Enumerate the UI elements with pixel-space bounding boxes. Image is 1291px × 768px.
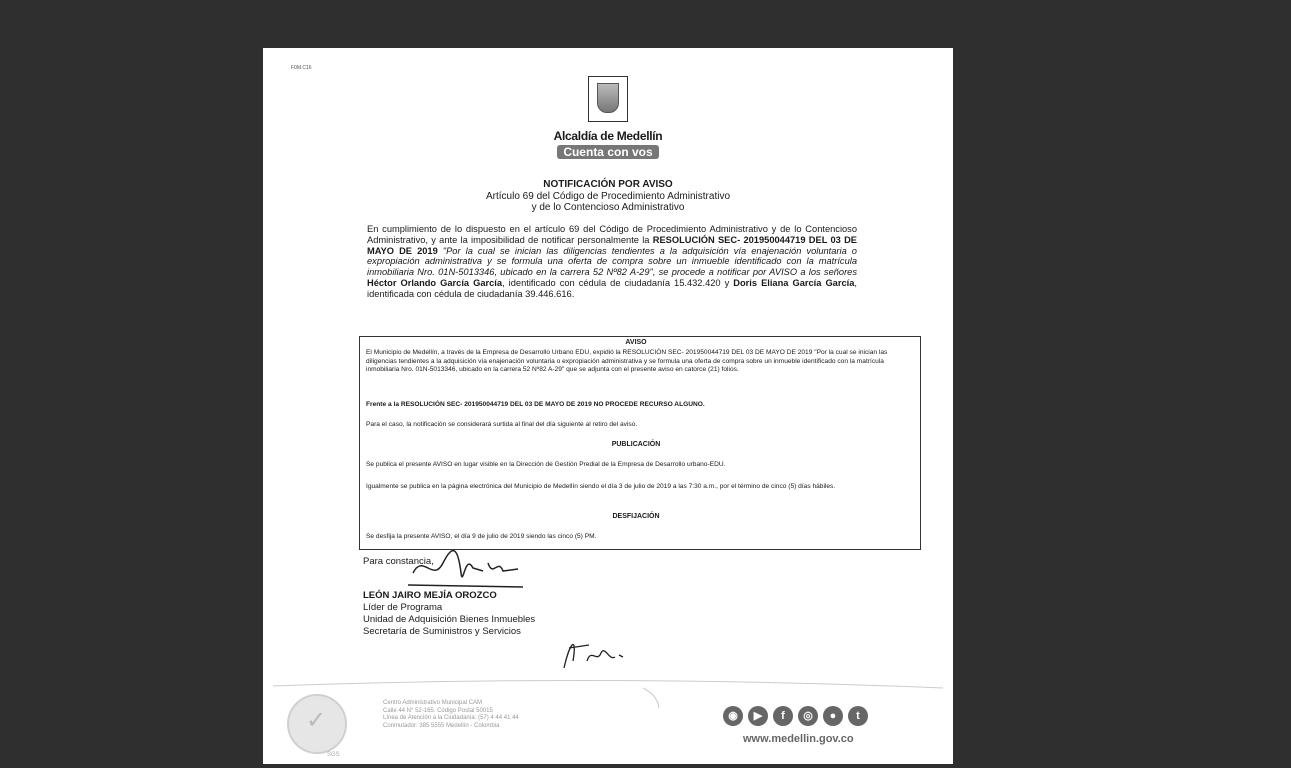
person-2: Doris Eliana García García <box>733 277 855 288</box>
signer-role: Líder de Programa <box>363 602 443 613</box>
notification-text: Para el caso, la notificación se considerará surtida al final del día siguiente al retiro del aviso. <box>366 421 638 428</box>
document-code: F0M.C16 <box>291 65 312 71</box>
coat-of-arms-icon <box>588 76 628 122</box>
desfijacion-title: DESFIJACIÓN <box>612 513 660 520</box>
recurso-text: Frente a la RESOLUCIÓN SEC- 201950044719 DEL 03 DE MAYO DE 2019 NO PROCEDE RECURSO ALGUNO. <box>366 401 705 408</box>
signer-name: LEÓN JAIRO MEJÍA OROZCO <box>363 590 497 601</box>
social-icons <box>723 706 873 726</box>
signer-unit: Unidad de Adquisición Bienes Inmuebles <box>363 614 536 625</box>
signer-secretaria: Secretaría de Suministros y Servicios <box>363 626 521 637</box>
youtube-icon[interactable]: ▶ <box>748 706 768 726</box>
intro-text-1: En cumplimiento de lo dispuesto en el artículo 69 del Código de Procedimiento Administrativo y de lo Contencioso Administrativo, y ante la imposibilidad de notificar personalmente la <box>367 224 857 245</box>
document-page <box>263 48 953 764</box>
resolution-ref: RESOLUCIÓN SEC- 201950044719 DEL 03 DE MAYO DE 2019 <box>367 234 857 256</box>
intro-text-2: "Por la cual se inician las diligencias tendientes a la adquisición vía enajenación voluntaria o expropiación administrativa y se formula una oferta de compra sobre un inmueble identificado con la matrícula inmobiliaria Nro. 01N-5013346, ubicado en la carrera 52 Nº82 A-29", se procede a notificar por AVISO a los señores <box>367 245 857 278</box>
initials-signature-image <box>559 633 629 673</box>
flickr-icon[interactable]: ● <box>823 706 843 726</box>
signature-block <box>363 556 535 638</box>
address-line-4: Conmutador: 385 5555 Medellín - Colombia <box>383 722 500 729</box>
org-name: Alcaldía de Medellín <box>553 129 663 143</box>
publication-title: PUBLICACIÓN <box>611 441 661 448</box>
footer-address <box>383 700 603 730</box>
signature-spacer <box>363 568 535 590</box>
org-tagline: Cuenta con vos <box>557 145 658 159</box>
intro-text-4: , identificada con cédula de ciudadanía 39.446.616. <box>367 277 857 299</box>
desfijacion-text: Se desfija la presente AVISO, el día 9 de julio de 2019 siendo las cinco (5) PM. <box>366 533 597 540</box>
address-line-1: Centro Administrativo Municipal CAM <box>383 700 483 706</box>
facebook-icon[interactable]: f <box>773 706 793 726</box>
quality-seal-icon <box>287 694 347 754</box>
page-footer <box>263 678 953 764</box>
subtitle-line-1: Artículo 69 del Código de Procedimiento Administrativo <box>485 191 731 202</box>
publication-text-1: Se publica el presente AVISO en lugar visible en la Dirección de Gestión Predial de la Empresa de Desarrollo urbano-EDU. <box>366 461 726 468</box>
person-1: Héctor Orlando García García <box>367 277 503 288</box>
rss-icon[interactable]: ◉ <box>723 706 743 726</box>
address-line-3: Línea de Atención a la Ciudadanía: (57) 4 44 41 44 <box>383 715 519 721</box>
instagram-icon[interactable]: ◎ <box>798 706 818 726</box>
intro-paragraph <box>367 224 857 300</box>
subtitle-line-2: y de lo Contencioso Administrativo <box>531 202 685 213</box>
seal-label: SGS <box>327 752 340 758</box>
website-link[interactable]: www.medellin.gov.co <box>743 733 854 745</box>
twitter-icon[interactable]: t <box>848 706 868 726</box>
header-logo <box>263 76 953 161</box>
publication-text-2: Igualmente se publica en la página electrónica del Municipio de Medellín siendo el día 3 de julio de 2019 a las 7:30 a.m., por el término de cinco (5) días hábiles. <box>366 483 836 490</box>
aviso-title: AVISO <box>625 339 647 346</box>
aviso-text: El Municipio de Medellín, a través de la Empresa de Desarrollo Urbano EDU, expidió la RESOLUCIÓN SEC- 201950044719 DEL 03 DE MAYO DE 2019 "Por la cual se inician las diligencias tendientes a la adquisición vía enajenación voluntaria o expropiación administrativa y se formula una oferta de compra sobre un inmueble identificado con la matrícula inmobiliaria Nro. 01N-5013346, ubicado en la carrera 52 Nº82 A-29" que se adjunta con el presente aviso en catorce (21) folios. <box>366 349 888 374</box>
footer-wave <box>263 678 953 708</box>
intro-text-3: , identificado con cédula de ciudadanía 15.432.420 y <box>502 277 734 288</box>
aviso-box <box>359 336 921 550</box>
para-constancia: Para constancia, <box>363 556 434 567</box>
address-line-2: Calle 44 N° 52-165. Código Postal 50015 <box>383 707 493 714</box>
document-title: NOTIFICACIÓN POR AVISO <box>543 179 673 190</box>
document-subtitle <box>263 191 953 213</box>
